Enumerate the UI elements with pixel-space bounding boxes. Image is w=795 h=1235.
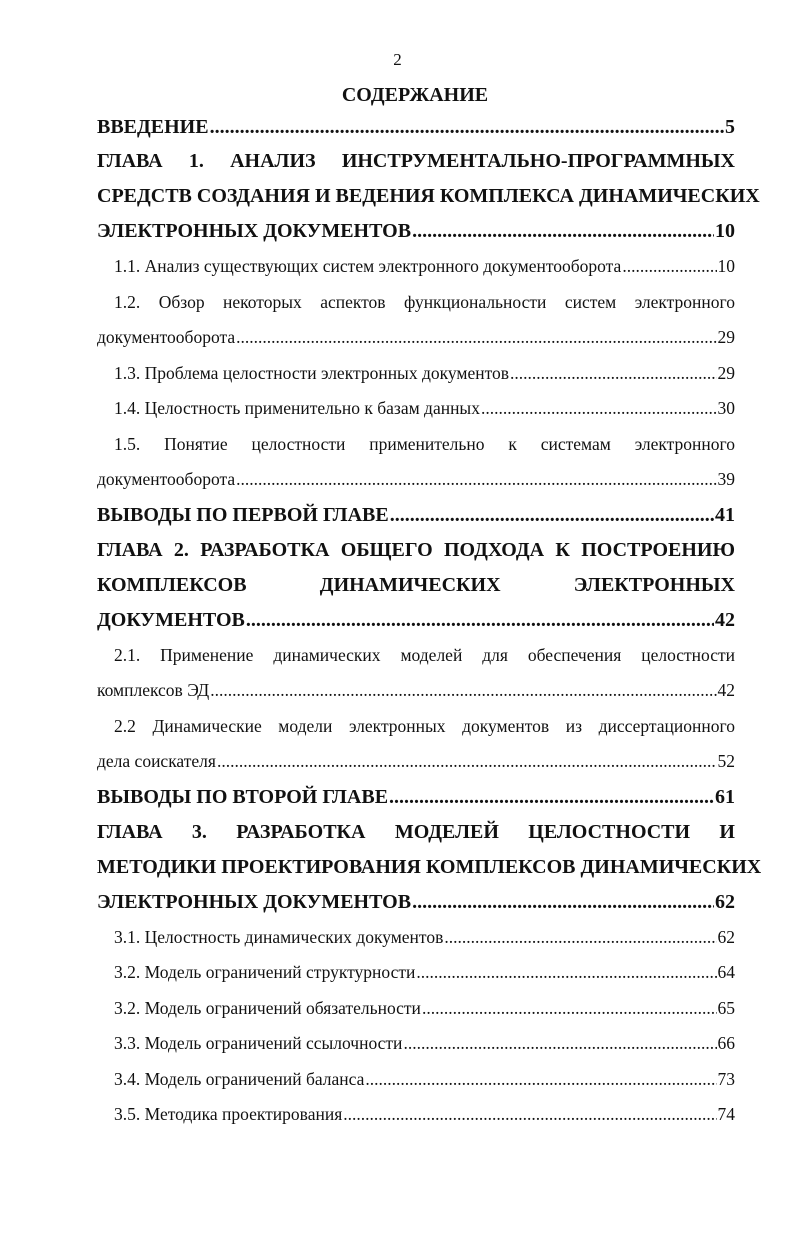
toc-entry-2-1-line-1: 2.1. Применение динамических моделей для обеспечения целостности bbox=[114, 644, 735, 665]
toc-entry-label: 3.2. Модель ограничений структурности bbox=[114, 962, 416, 982]
toc-entry-1-2-line-1: 1.2. Обзор некоторых аспектов функциональности систем электронного bbox=[114, 291, 735, 312]
page-number: 2 bbox=[393, 50, 402, 69]
dot-leader bbox=[343, 1097, 716, 1133]
chapter-3-heading-line-2: МЕТОДИКИ ПРОЕКТИРОВАНИЯ КОМПЛЕКСОВ ДИНАМИЧЕСКИХ bbox=[97, 855, 762, 878]
toc-entry-2-2-line-1: 2.2 Динамические модели электронных документов из диссертационного bbox=[114, 715, 735, 736]
dot-leader bbox=[236, 462, 716, 498]
toc-entry-label: документооборота bbox=[97, 469, 236, 489]
toc-entry-page: 62 bbox=[717, 926, 735, 947]
toc-entry-label: ВЫВОДЫ ПО ПЕРВОЙ ГЛАВЕ bbox=[97, 503, 389, 526]
chapter-2-heading-line-2: КОМПЛЕКСОВ ДИНАМИЧЕСКИХ ЭЛЕКТРОННЫХ bbox=[97, 573, 735, 596]
chapter-1-heading-line-2: СРЕДСТВ СОЗДАНИЯ И ВЕДЕНИЯ КОМПЛЕКСА ДИНАМИЧЕСКИХ bbox=[97, 185, 760, 207]
toc-entry-3-5 bbox=[97, 1097, 735, 1133]
toc-entry-page: 73 bbox=[717, 1068, 735, 1089]
toc-entry-page: 61 bbox=[715, 785, 735, 808]
chapter-1-heading-line-3 bbox=[97, 214, 735, 249]
toc-entry-label: 3.5. Методика проектирования bbox=[114, 1104, 343, 1124]
toc-entry-page: 41 bbox=[715, 503, 735, 526]
toc-title: СОДЕРЖАНИЕ bbox=[341, 84, 489, 106]
toc-entry-page: 65 bbox=[717, 997, 735, 1018]
dot-leader bbox=[389, 780, 714, 815]
toc-entry-label: ВЫВОДЫ ПО ВТОРОЙ ГЛАВЕ bbox=[97, 785, 389, 808]
dot-leader bbox=[236, 320, 716, 356]
toc-entry-1-2-line-2 bbox=[97, 320, 735, 356]
toc-entry-page: 62 bbox=[715, 890, 735, 913]
toc-entry-label: ДОКУМЕНТОВ bbox=[97, 608, 245, 631]
dot-leader bbox=[403, 1026, 716, 1062]
toc-entry-label: ЭЛЕКТРОННЫХ ДОКУМЕНТОВ bbox=[97, 890, 412, 913]
toc-entry-page: 64 bbox=[717, 962, 735, 982]
toc-entry-label: комплексов ЭД bbox=[97, 680, 210, 700]
dot-leader bbox=[622, 249, 716, 285]
toc-entry-label: 1.1. Анализ существующих систем электронного документооборота bbox=[114, 256, 622, 276]
chapter-1-heading-line-1: ГЛАВА 1. АНАЛИЗ ИНСТРУМЕНТАЛЬНО-ПРОГРАММНЫХ bbox=[97, 150, 735, 172]
toc-entry-page: 39 bbox=[717, 469, 735, 489]
toc-entry-3-2 bbox=[97, 955, 735, 991]
chapter-2-heading-line-1: ГЛАВА 2. РАЗРАБОТКА ОБЩЕГО ПОДХОДА К ПОСТРОЕНИЮ bbox=[97, 538, 735, 561]
dot-leader bbox=[412, 214, 714, 249]
toc-entry-label: 3.1. Целостность динамических документов bbox=[114, 926, 444, 947]
dot-leader bbox=[510, 356, 716, 392]
dot-leader bbox=[210, 110, 724, 144]
toc-entry-page: 29 bbox=[717, 327, 735, 347]
toc-entry-page: 10 bbox=[715, 220, 735, 242]
dot-leader bbox=[210, 673, 716, 709]
toc-entry-label: документооборота bbox=[97, 327, 236, 347]
toc-entry-3-4 bbox=[97, 1062, 735, 1098]
toc-entry-3-1 bbox=[97, 920, 735, 956]
toc-entry-label: дела соискателя bbox=[97, 751, 216, 771]
chapter-3-heading-line-1: ГЛАВА 3. РАЗРАБОТКА МОДЕЛЕЙ ЦЕЛОСТНОСТИ И bbox=[97, 820, 735, 843]
toc-entry-chapter-2-conclusion bbox=[97, 780, 735, 815]
toc-entry-label: 1.3. Проблема целостности электронных документов bbox=[114, 362, 510, 383]
dot-leader bbox=[246, 603, 714, 638]
dot-leader bbox=[412, 885, 714, 920]
table-of-contents bbox=[97, 110, 762, 1133]
toc-entry-page: 29 bbox=[717, 362, 735, 383]
toc-entry-page: 10 bbox=[717, 256, 735, 276]
toc-entry-1-1 bbox=[97, 249, 735, 285]
dot-leader bbox=[444, 920, 716, 956]
toc-entry-2-1-line-2 bbox=[97, 673, 735, 709]
toc-entry-label: 3.4. Модель ограничений баланса bbox=[114, 1068, 365, 1089]
toc-entry-page: 42 bbox=[717, 680, 735, 700]
toc-entry-page: 5 bbox=[725, 116, 735, 138]
dot-leader bbox=[416, 955, 716, 991]
toc-entry-label: 3.3. Модель ограничений ссылочности bbox=[114, 1033, 403, 1053]
toc-entry-label: 3.2. Модель ограничений обязательности bbox=[114, 997, 421, 1018]
dot-leader bbox=[390, 498, 714, 533]
toc-entry-3-3 bbox=[97, 1026, 735, 1062]
toc-entry-label: ЭЛЕКТРОННЫХ ДОКУМЕНТОВ bbox=[97, 220, 412, 242]
dot-leader bbox=[217, 744, 717, 780]
dot-leader bbox=[422, 991, 717, 1027]
toc-entry-page: 74 bbox=[717, 1104, 735, 1124]
toc-entry-1-5-line-1: 1.5. Понятие целостности применительно к системам электронного bbox=[114, 433, 735, 454]
toc-entry-page: 30 bbox=[717, 398, 735, 418]
toc-entry-1-3 bbox=[97, 356, 735, 392]
toc-entry-label: 1.4. Целостность применительно к базам данных bbox=[114, 398, 480, 418]
toc-entry-intro bbox=[97, 110, 735, 144]
dot-leader bbox=[365, 1062, 716, 1098]
toc-entry-page: 66 bbox=[717, 1033, 735, 1053]
chapter-2-heading-line-3 bbox=[97, 603, 735, 638]
toc-entry-1-4 bbox=[97, 391, 735, 427]
chapter-3-heading-line-3 bbox=[97, 885, 735, 920]
toc-entry-chapter-1-conclusion bbox=[97, 498, 735, 533]
toc-entry-1-5-line-2 bbox=[97, 462, 735, 498]
toc-entry-2-2-line-2 bbox=[97, 744, 735, 780]
dot-leader bbox=[481, 391, 717, 427]
toc-entry-label: ВВЕДЕНИЕ bbox=[97, 116, 209, 138]
toc-entry-page: 52 bbox=[717, 751, 735, 771]
toc-entry-page: 42 bbox=[715, 608, 735, 631]
toc-entry-3-2b bbox=[97, 991, 735, 1027]
